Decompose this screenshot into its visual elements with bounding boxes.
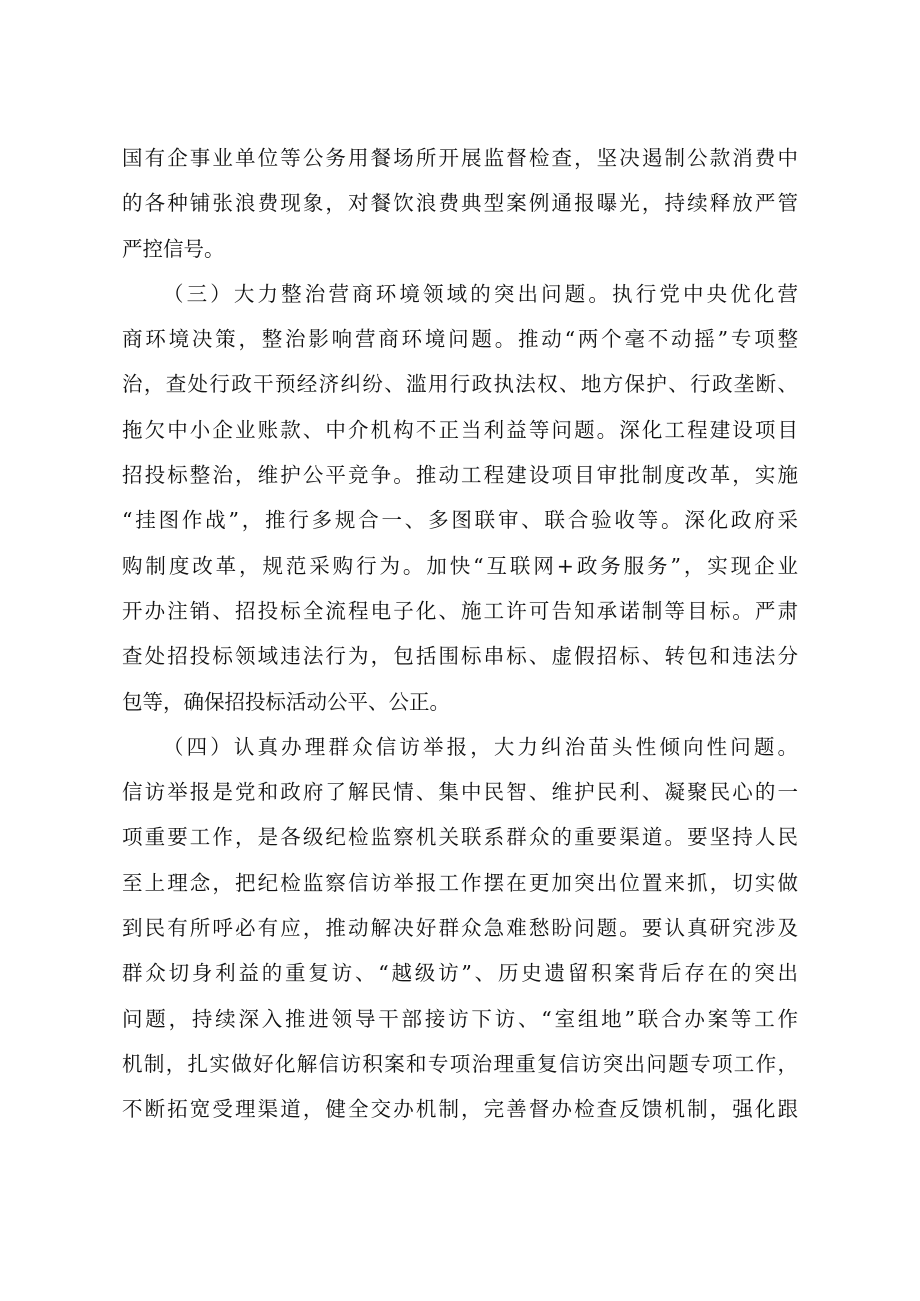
text-line: 招投标整治，维护公平竞争。推动工程建设项目审批制度改革，实施 — [122, 463, 798, 488]
paragraph-business-environment — [122, 272, 798, 725]
text-line: 拖欠中小企业账款、中介机构不正当利益等问题。深化工程建设项目 — [122, 417, 798, 442]
text-line: 查处招投标领域违法行为，包括围标串标、虚假招标、转包和违法分 — [122, 644, 798, 669]
text-line: 不断拓宽受理渠道，健全交办机制，完善督办检查反馈机制，强化跟 — [122, 1097, 798, 1122]
document-body — [122, 136, 798, 1133]
text-line: 机制，扎实做好化解信访积案和专项治理重复信访突出问题专项工作， — [122, 1051, 798, 1076]
paragraph-heading-line: （三）大力整治营商环境领域的突出问题。执行党中央优化营 — [163, 281, 798, 306]
text-line: 国有企事业单位等公务用餐场所开展监督检查，坚决遏制公款消费中 — [122, 146, 798, 170]
text-line: 项重要工作，是各级纪检监察机关联系群众的重要渠道。要坚持人民 — [122, 825, 798, 850]
text-line: 严控信号。 — [122, 236, 225, 261]
text-line: 购制度改革，规范采购行为。加快“互联网+政务服务”，实现企业 — [122, 553, 798, 578]
paragraph-petitions — [122, 725, 798, 1133]
text-line: 群众切身利益的重复访、“越级访”、历史遗留积案背后存在的突出 — [122, 961, 798, 986]
text-line: 信访举报是党和政府了解民情、集中民智、维护民利、凝聚民心的一 — [122, 780, 798, 805]
text-line: 到民有所呼必有应，推动解决好群众急难愁盼问题。要认真研究涉及 — [122, 916, 798, 941]
text-line: 的各种铺张浪费现象，对餐饮浪费典型案例通报曝光，持续释放严管 — [122, 191, 798, 216]
text-line: 商环境决策，整治影响营商环境问题。推动“两个毫不动摇”专项整 — [122, 327, 798, 352]
text-line: 包等，确保招投标活动公平、公正。 — [122, 689, 450, 714]
text-line: 开办注销、招投标全流程电子化、施工许可告知承诺制等目标。严肃 — [122, 598, 798, 623]
paragraph-continued — [122, 136, 798, 272]
text-line: 至上理念，把纪检监察信访举报工作摆在更加突出位置来抓，切实做 — [122, 870, 798, 895]
paragraph-heading-line: （四）认真办理群众信访举报，大力纠治苗头性倾向性问题。 — [163, 734, 798, 759]
text-line: “挂图作战”，推行多规合一、多图联审、联合验收等。深化政府采 — [122, 508, 798, 533]
text-line: 问题，持续深入推进领导干部接访下访、“室组地”联合办案等工作 — [122, 1006, 798, 1031]
text-line: 治，查处行政干预经济纠纷、滥用行政执法权、地方保护、行政垄断、 — [122, 372, 798, 397]
